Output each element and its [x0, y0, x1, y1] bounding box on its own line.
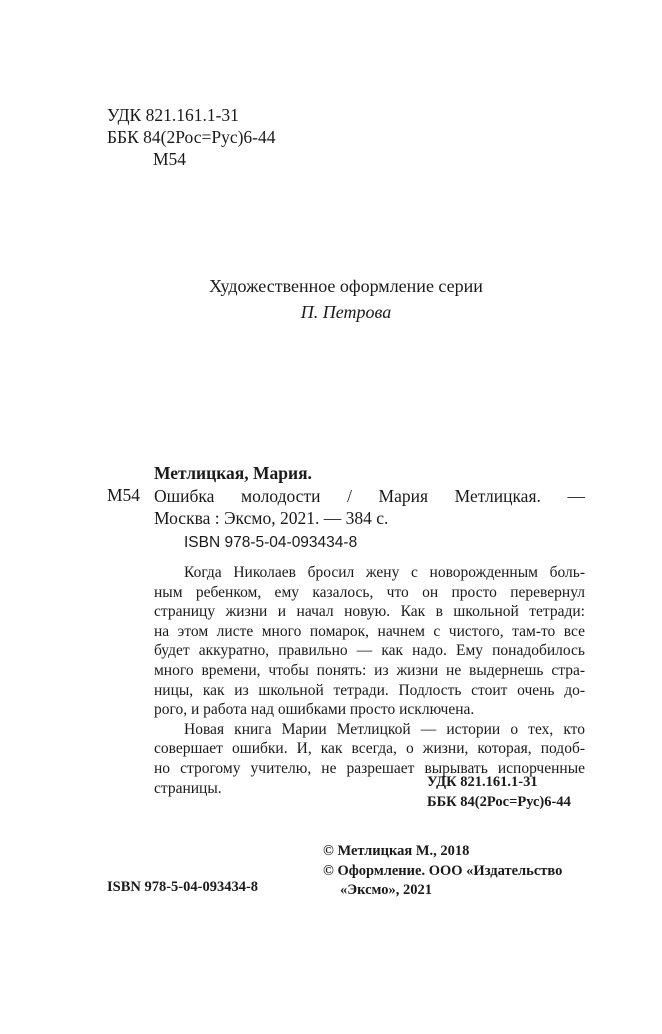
bib-description: [154, 485, 585, 529]
series-design-credit: [0, 273, 662, 325]
bib-author: Метлицкая, Мария.: [154, 463, 312, 483]
annotation-line: но строгому учителю, не разрешает вырывать испорченные: [154, 759, 585, 777]
bib-author-mark: М54: [107, 485, 141, 505]
bbk-code: ББК 84(2Рос=Рус)6-44: [107, 127, 276, 147]
udk-code: УДК 821.161.1-31: [107, 105, 239, 125]
udk-code-bottom: УДК 821.161.1-31: [427, 774, 538, 790]
annotation-line: Когда Николаев бросил жену с новорожденным боль-: [184, 564, 585, 581]
design-credit-name: П. Петрова: [300, 302, 392, 322]
author-mark: М54: [153, 149, 187, 169]
annotation-line: страницы.: [154, 779, 222, 797]
annotation-line: ницы, как из школьной тетради. Подлость стоит очень до-: [154, 681, 585, 699]
bib-description-line: Ошибка молодости / Мария Метлицкая. —: [154, 486, 585, 506]
bib-description-line: Москва : Эксмо, 2021. — 384 с.: [154, 508, 389, 528]
copyright-notices: [323, 842, 562, 901]
bbk-code-bottom: ББК 84(2Рос=Рус)6-44: [427, 794, 571, 810]
design-credit-title: Художественное оформление серии: [209, 276, 483, 296]
annotation: [154, 563, 585, 798]
annotation-line: страницу жизни и начал новую. Как в школьной тетради:: [154, 603, 585, 621]
bib-isbn: ISBN 978-5-04-093434-8: [184, 534, 358, 551]
annotation-line: рого, и работа над ошибками просто исключена.: [154, 701, 475, 719]
annotation-line: Новая книга Марии Метлицкой — истории о тех, кто: [184, 720, 585, 738]
classification-codes-bottom: [427, 772, 571, 812]
annotation-line: совершает ошибки. И, как всегда, о жизни, которая, подоб-: [154, 740, 585, 758]
copyright-design-cont: «Эксмо», 2021: [340, 882, 432, 898]
copyright-author: © Метлицкая М., 2018: [323, 843, 470, 859]
copyright-design: © Оформление. ООО «Издательство: [323, 862, 563, 879]
annotation-line: на этом листе много помарок, начнем с чистого, там-то все: [154, 622, 585, 640]
annotation-line: ным ребенком, ему казалось, что он просто перевернул: [154, 583, 585, 601]
annotation-line: будет аккуратно, правильно — как надо. Ему понадобилось: [154, 642, 585, 660]
classification-codes-top: [107, 104, 276, 170]
isbn-footer: ISBN 978-5-04-093434-8: [107, 879, 259, 895]
annotation-line: много времени, чтобы понять: из жизни не выдернешь стра-: [154, 661, 585, 679]
